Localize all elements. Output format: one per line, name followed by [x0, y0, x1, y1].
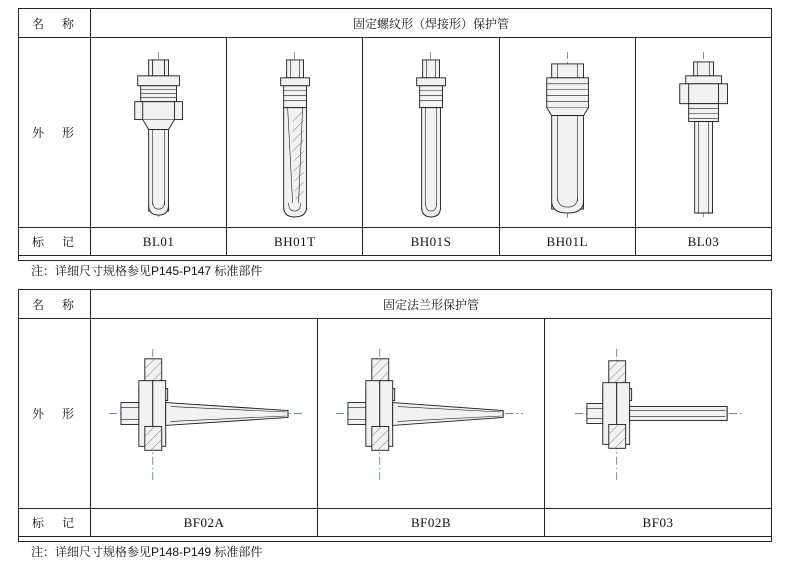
label-name: 名 称 [19, 290, 91, 318]
note-row [19, 536, 771, 565]
mark-row [19, 227, 771, 255]
mark-bf02a: BF02A [183, 514, 225, 530]
drawing-cell-bf03 [544, 319, 771, 508]
label-mark: 标 记 [19, 228, 91, 255]
drawing-cell-bl03 [635, 38, 771, 227]
section-title: 固定螺纹形（焊接形）保护管 [352, 16, 509, 31]
protection-tube-drawing-bh01t [227, 38, 362, 227]
mark-bh01s: BH01S [362, 228, 498, 255]
protection-tube-drawing-bl03 [636, 38, 771, 227]
drawing-cell-bl01 [91, 38, 226, 227]
mark-bf02b: BF02B [317, 509, 544, 536]
mark-cells [91, 228, 771, 255]
header-row [19, 9, 771, 37]
flange-tube-drawing-bf02a [91, 319, 317, 508]
label-mark: 标 记 [19, 509, 91, 536]
label-name: 名 称 [19, 9, 91, 37]
note-text: 注：详细尺寸规格参见P148-P149 标准部件 [31, 544, 263, 559]
mark-bl01: BL01 [142, 233, 175, 249]
header-row [19, 290, 771, 318]
mark-bf03: BF03 [544, 509, 771, 536]
mark-bh01t: BH01T [226, 228, 362, 255]
drawing-cell-bh01t [226, 38, 362, 227]
label-shape: 外 形 [19, 319, 91, 508]
drawing-cell-bh01s [362, 38, 498, 227]
mark-bl03: BL03 [635, 228, 771, 255]
protection-tube-drawing-bh01l [500, 38, 635, 227]
shape-cells [91, 319, 771, 508]
shape-cells [91, 38, 771, 227]
flange-tube-drawing-bf02b [318, 319, 544, 508]
flange-tube-drawing-bf03 [545, 319, 771, 508]
drawing-cell-bf02a [91, 319, 317, 508]
drawing-cell-bf02b [317, 319, 544, 508]
section-threaded-protection-tube [18, 8, 772, 278]
mark-cells [91, 509, 771, 536]
shape-row [19, 37, 771, 227]
note-row [19, 255, 771, 284]
drawing-cell-bh01l [499, 38, 635, 227]
label-shape: 外 形 [19, 38, 91, 227]
shape-row [19, 318, 771, 508]
mark-bh01l: BH01L [499, 228, 635, 255]
section-title: 固定法兰形保护管 [382, 297, 479, 312]
section-flange-protection-tube [18, 289, 772, 559]
protection-tube-drawing-bh01s [363, 38, 498, 227]
protection-tube-drawing-bl01 [91, 38, 226, 227]
note-text: 注：详细尺寸规格参见P145-P147 标准部件 [31, 263, 263, 278]
mark-row [19, 508, 771, 536]
